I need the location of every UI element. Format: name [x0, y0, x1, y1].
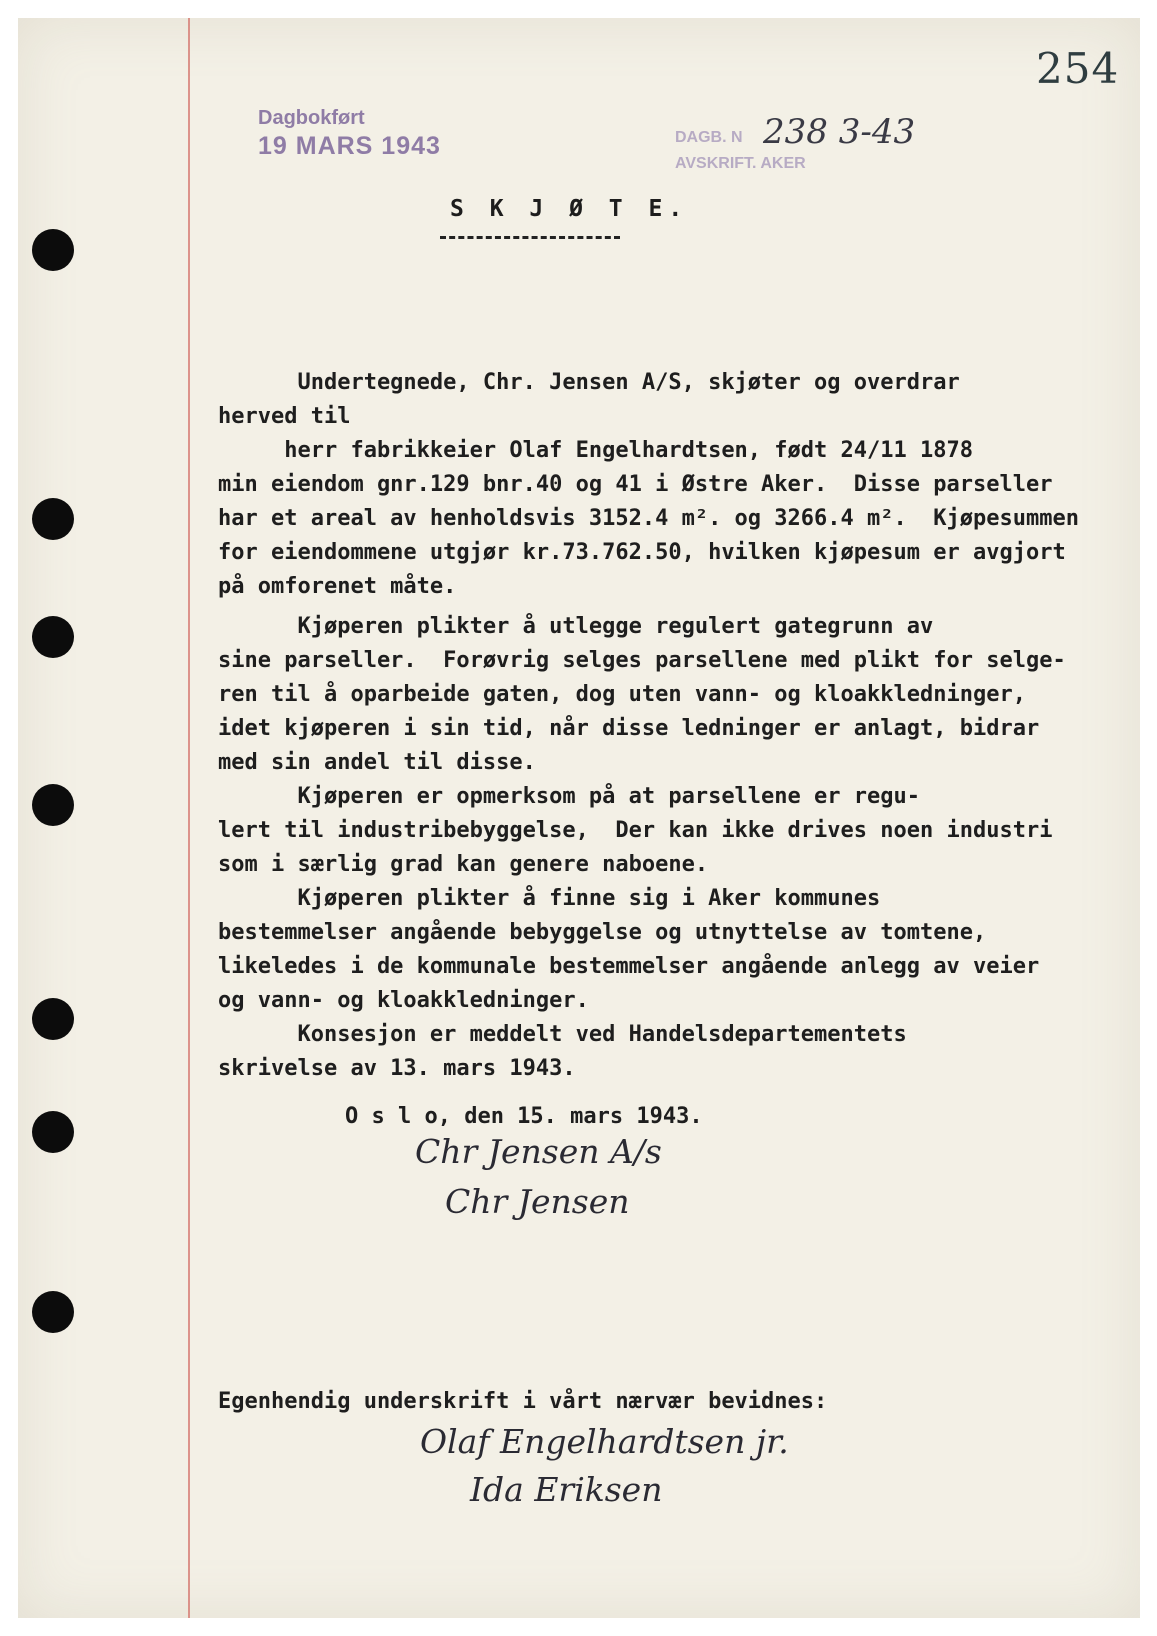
punch-hole-3: [32, 616, 74, 658]
punch-hole-6: [32, 1111, 74, 1153]
text-line: og vann- og kloakkledninger.: [218, 988, 589, 1013]
handwritten-journal-number: 238 3-43: [763, 112, 916, 152]
company-signature-2: Chr Jensen: [445, 1182, 630, 1221]
text-line: sine parseller. Forøvrig selges parsellene med plikt for selge-: [218, 648, 1066, 673]
witness-signature-2: Ida Eriksen: [470, 1470, 663, 1509]
punch-hole-2: [32, 498, 74, 540]
registered-stamp: [258, 104, 441, 160]
punch-hole-4: [32, 784, 74, 826]
copy-label: AVSKRIFT. AKER: [675, 155, 806, 172]
text-line: ren til å oparbeide gaten, dog uten vann- og kloakkledninger,: [218, 682, 1026, 707]
registered-label: Dagbokført: [258, 107, 365, 129]
witness-statement: Egenhendig underskrift i vårt nærvær bevidnes:: [218, 1389, 828, 1414]
title-underline: [440, 236, 620, 239]
text-line: likeledes i de kommunale bestemmelser angående anlegg av veier: [218, 954, 1040, 979]
text-line: Konsesjon er meddelt ved Handelsdepartementets: [218, 1022, 907, 1047]
text-line: Kjøperen plikter å finne sig i Aker kommunes: [218, 886, 881, 911]
punch-hole-1: [32, 229, 74, 271]
dagb-label: DAGB. N: [675, 129, 743, 146]
witness-signature-1: Olaf Engelhardtsen jr.: [420, 1422, 789, 1461]
text-line: har et areal av henholdsvis 3152.4 m². og 3266.4 m². Kjøpesummen: [218, 506, 1079, 531]
registered-date: 19 MARS 1943: [258, 132, 441, 160]
punch-hole-5: [32, 998, 74, 1040]
text-line: som i særlig grad kan genere naboene.: [218, 852, 709, 877]
document-title: S K J Ø T E.: [450, 196, 689, 222]
text-line: med sin andel til disse.: [218, 750, 536, 775]
text-line: Undertegnede, Chr. Jensen A/S, skjøter og overdrar: [218, 370, 960, 395]
margin-line: [188, 18, 190, 1618]
page-number: 254: [1036, 44, 1120, 93]
company-signature-1: Chr Jensen A/s: [415, 1132, 662, 1171]
punch-hole-7: [32, 1291, 74, 1333]
text-line: min eiendom gnr.129 bnr.40 og 41 i Østre Aker. Disse parseller: [218, 472, 1053, 497]
text-line: på omforenet måte.: [218, 574, 457, 599]
text-line: Kjøperen plikter å utlegge regulert gategrunn av: [218, 614, 934, 639]
text-line: herr fabrikkeier Olaf Engelhardtsen, født 24/11 1878: [218, 438, 973, 463]
text-line: Kjøperen er opmerksom på at parsellene er regu-: [218, 784, 920, 809]
place-and-date: O s l o, den 15. mars 1943.: [345, 1104, 703, 1129]
text-line: idet kjøperen i sin tid, når disse ledninger er anlagt, bidrar: [218, 716, 1040, 741]
text-line: for eiendommene utgjør kr.73.762.50, hvilken kjøpesum er avgjort: [218, 540, 1066, 565]
text-line: bestemmelser angående bebyggelse og utnyttelse av tomtene,: [218, 920, 987, 945]
text-line: lert til industribebyggelse, Der kan ikke drives noen industri: [218, 818, 1053, 843]
text-line: herved til: [218, 404, 351, 429]
text-line: skrivelse av 13. mars 1943.: [218, 1056, 576, 1081]
